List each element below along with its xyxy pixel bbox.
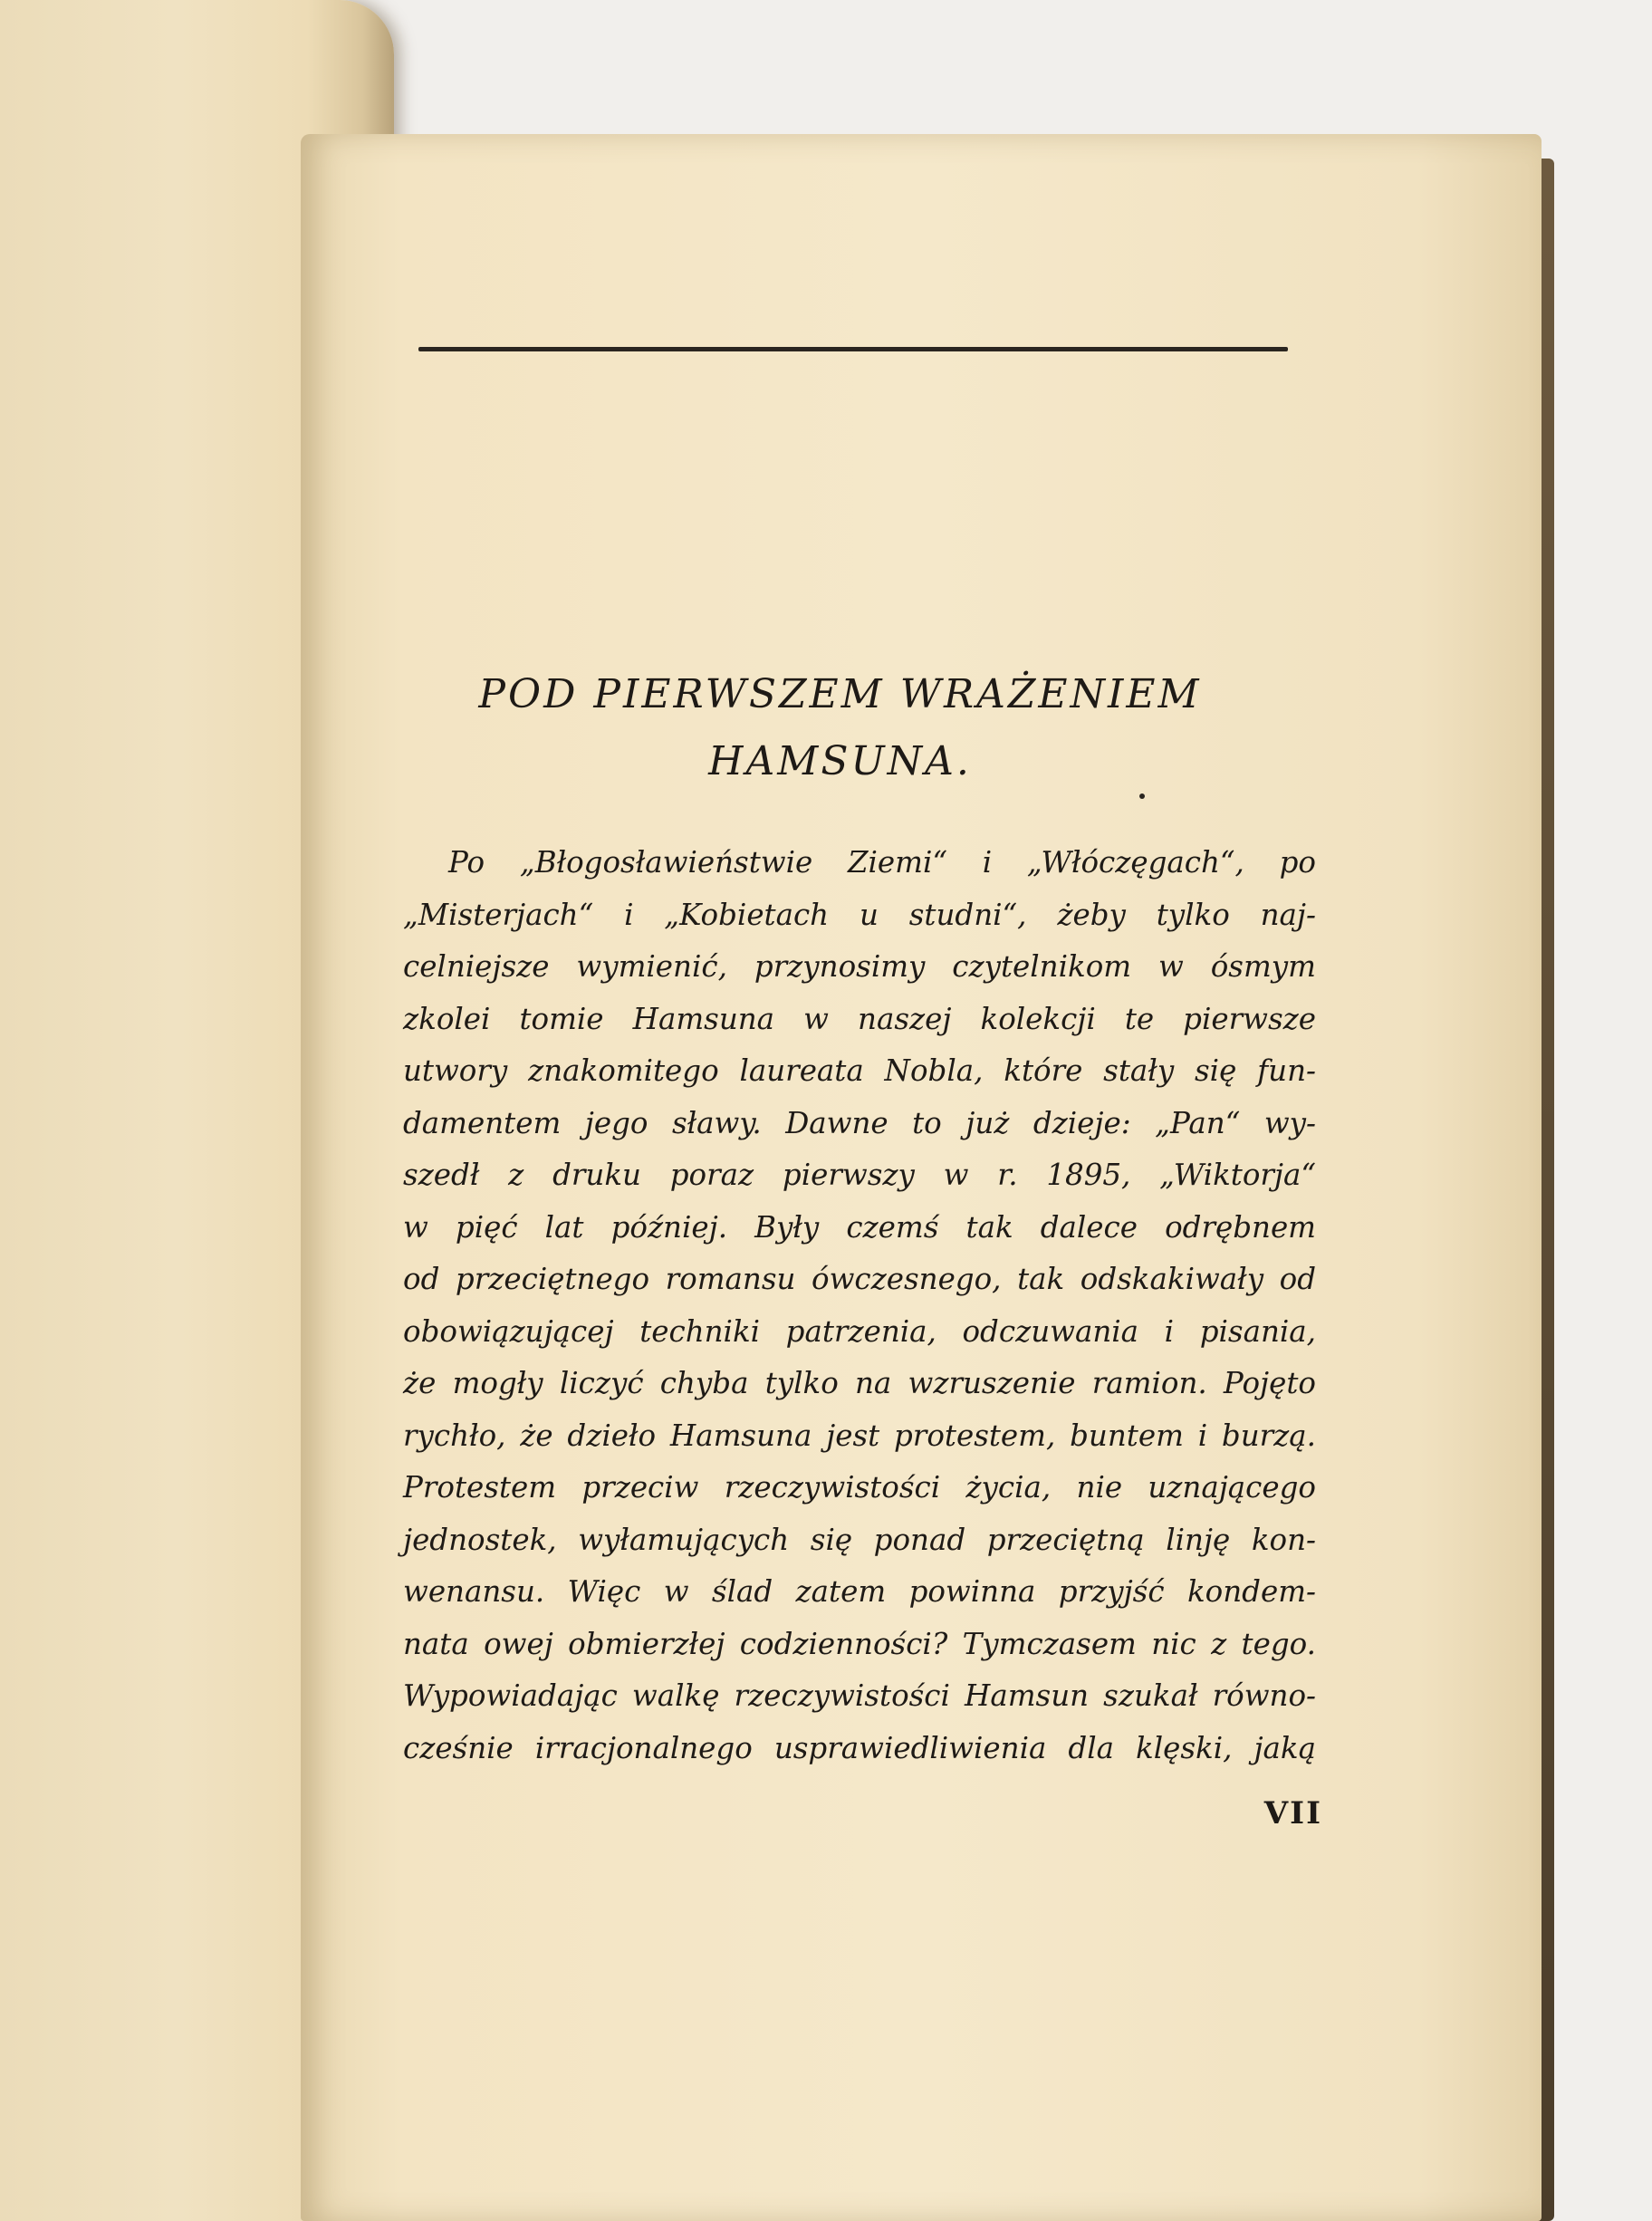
body-paragraph — [403, 837, 1316, 1774]
chapter-title — [417, 661, 1263, 795]
text-line: rychło, że dzieło Hamsuna jest protestem, buntem i burzą. — [403, 1418, 1316, 1453]
ink-speck — [1139, 793, 1145, 799]
text-line: Wypowiadając walkę rzeczywistości Hamsun szukał równo- — [403, 1678, 1316, 1713]
text-line: szedł z druku poraz pierwszy w r. 1895, „Wiktorja“ — [403, 1158, 1316, 1192]
text-line: że mogły liczyć chyba tylko na wzruszenie ramion. Pojęto — [403, 1366, 1316, 1400]
header-rule — [418, 347, 1288, 351]
text-line: Protestem przeciw rzeczywistości życia, nie uznającego — [403, 1470, 1316, 1505]
text-line: nata owej obmierzłej codzienności? Tymczasem nic z tego. — [403, 1626, 1316, 1661]
page-number: VII — [1263, 1795, 1322, 1832]
text-line: w pięć lat później. Były czemś tak dalece odrębnem — [403, 1209, 1316, 1245]
chapter-title-line: POD PIERWSZEM WRAŻENIEM — [478, 671, 1202, 717]
chapter-title-line: HAMSUNA. — [708, 738, 972, 784]
text-line: Po „Błogosławieństwie Ziemi“ i „Włóczęgach“, po — [448, 845, 1316, 880]
text-line: damentem jego sławy. Dawne to już dzieje: „Pan“ wy- — [403, 1105, 1316, 1140]
text-line: „Misterjach“ i „Kobietach u studni“, żeby tylko naj- — [403, 897, 1316, 932]
text-line: zkolei tomie Hamsuna w naszej kolekcji te pierwsze — [403, 1001, 1316, 1036]
text-line: utwory znakomitego laureata Nobla, które stały się fun- — [403, 1053, 1316, 1088]
text-line: od przeciętnego romansu ówczesnego, tak odskakiwały od — [403, 1262, 1316, 1296]
text-line: wenansu. Więc w ślad zatem powinna przyjść kondem- — [403, 1574, 1316, 1609]
text-line: celniejsze wymienić, przynosimy czytelnikom w ósmym — [403, 949, 1316, 984]
text-line: jednostek, wyłamujących się ponad przeciętną linję kon- — [403, 1522, 1316, 1557]
text-line: cześnie irracjonalnego usprawiedliwienia dla klęski, jaką — [403, 1730, 1316, 1765]
text-line: obowiązującej techniki patrzenia, odczuwania i pisania, — [403, 1313, 1316, 1349]
